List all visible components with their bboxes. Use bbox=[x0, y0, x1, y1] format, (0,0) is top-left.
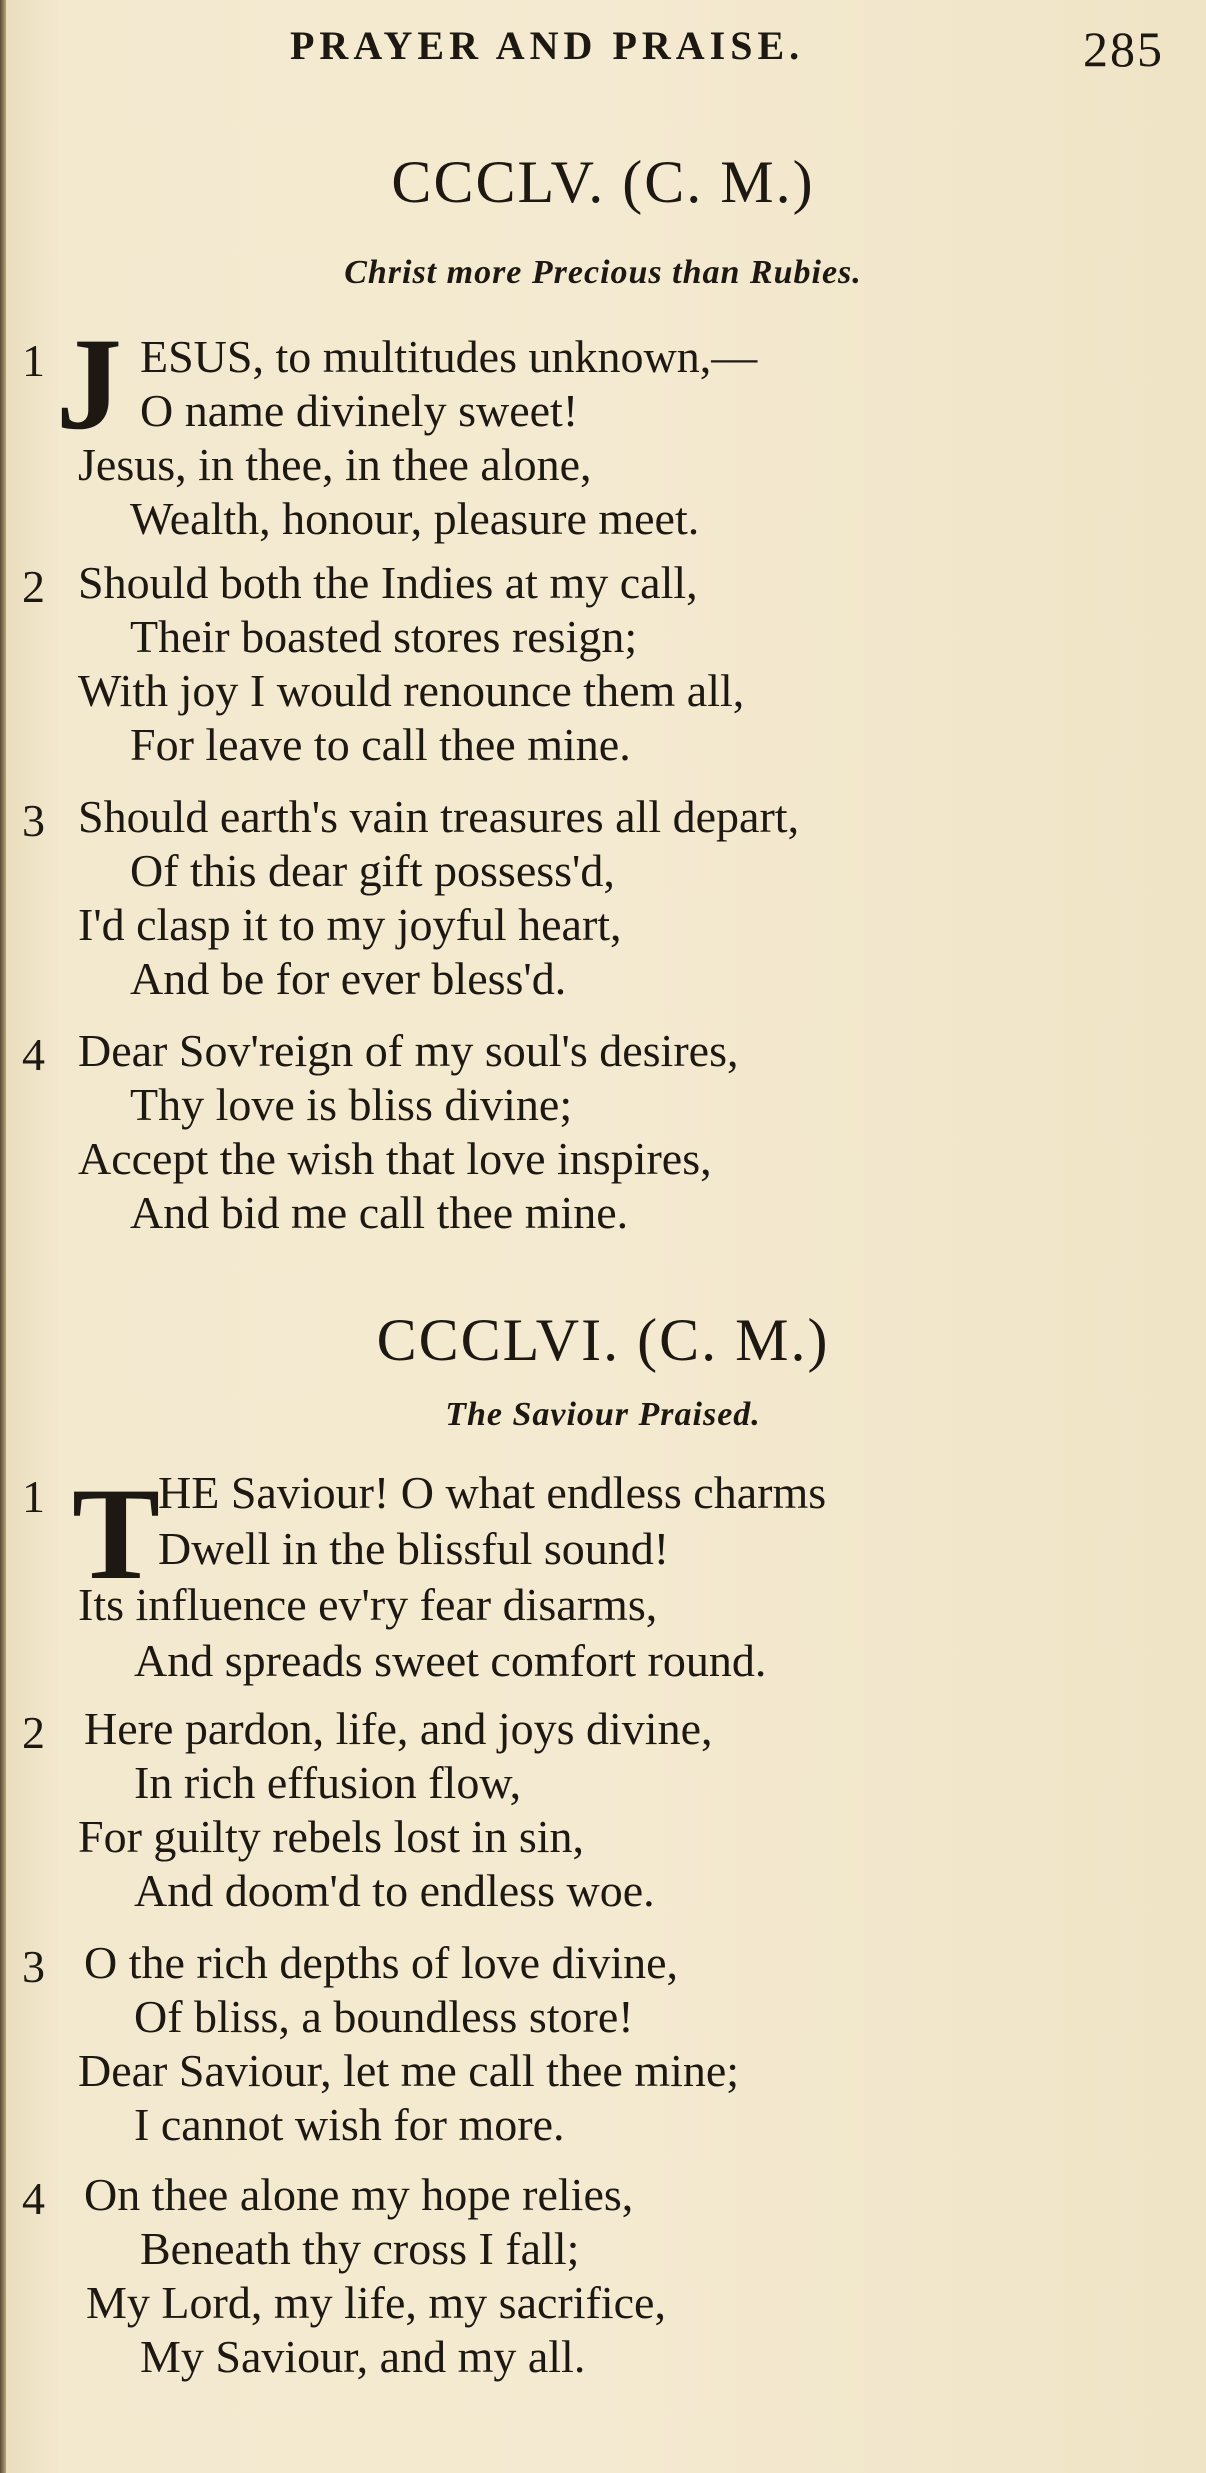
running-head: PRAYER AND PRAISE. bbox=[290, 23, 805, 68]
verse-line: O the rich depths of love divine, bbox=[84, 1937, 679, 1988]
verse-line: Their boasted stores resign; bbox=[130, 611, 638, 662]
verse-line: And be for ever bless'd. bbox=[130, 953, 567, 1004]
drop-cap: J bbox=[56, 310, 122, 457]
hymn-title: CCCLV. (C. M.) bbox=[391, 149, 815, 215]
verse-line: Beneath thy cross I fall; bbox=[140, 2223, 580, 2274]
hymn-title: CCCLVI. (C. M.) bbox=[376, 1307, 830, 1373]
hymn-subtitle: The Saviour Praised. bbox=[445, 1396, 761, 1433]
verse-line: I'd clasp it to my joyful heart, bbox=[78, 899, 622, 950]
verse-number: 2 bbox=[22, 1707, 45, 1758]
verse-number: 1 bbox=[22, 1471, 45, 1522]
verse-number: 4 bbox=[22, 1029, 45, 1080]
verse-line: Of this dear gift possess'd, bbox=[130, 845, 615, 896]
verse-number: 4 bbox=[22, 2173, 45, 2224]
verse-line: HE Saviour! O what endless charms bbox=[158, 1467, 827, 1518]
drop-cap: T bbox=[72, 1460, 161, 1607]
verse-line: On thee alone my hope relies, bbox=[84, 2169, 634, 2220]
verse-line: I cannot wish for more. bbox=[134, 2099, 565, 2150]
verse-line: Of bliss, a boundless store! bbox=[134, 1991, 634, 2042]
verse-line: With joy I would renounce them all, bbox=[78, 665, 745, 716]
hymn-subtitle: Christ more Precious than Rubies. bbox=[344, 254, 862, 291]
verse-number: 2 bbox=[22, 561, 45, 612]
verse-number: 3 bbox=[22, 795, 45, 846]
verse-line: For guilty rebels lost in sin, bbox=[78, 1811, 584, 1862]
verse-line: ESUS, to multitudes unknown,— bbox=[140, 331, 758, 382]
verse-line: Dear Sov'reign of my soul's desires, bbox=[78, 1025, 739, 1076]
verse-line: Thy love is bliss divine; bbox=[130, 1079, 573, 1130]
verse-number: 1 bbox=[22, 335, 45, 386]
verse-line: Here pardon, life, and joys divine, bbox=[84, 1703, 713, 1754]
verse-line: Its influence ev'ry fear disarms, bbox=[78, 1579, 658, 1630]
verse-line: Accept the wish that love inspires, bbox=[78, 1133, 712, 1184]
verse-line: My Lord, my life, my sacrifice, bbox=[86, 2277, 666, 2328]
verse-line: For leave to call thee mine. bbox=[130, 719, 631, 770]
verse-line: And doom'd to endless woe. bbox=[134, 1865, 655, 1916]
page-spine-edge bbox=[0, 0, 6, 2473]
verse-line: And spreads sweet comfort round. bbox=[134, 1635, 767, 1686]
verse-line: And bid me call thee mine. bbox=[130, 1187, 629, 1238]
verse-line: In rich effusion flow, bbox=[134, 1757, 522, 1808]
page-number: 285 bbox=[1083, 21, 1164, 77]
verse-line: O name divinely sweet! bbox=[140, 385, 579, 436]
verse-line: Dear Saviour, let me call thee mine; bbox=[78, 2045, 740, 2096]
verse-line: Jesus, in thee, in thee alone, bbox=[78, 439, 592, 490]
verse-line: My Saviour, and my all. bbox=[140, 2331, 586, 2382]
verse-line: Wealth, honour, pleasure meet. bbox=[130, 493, 700, 544]
verse-line: Should both the Indies at my call, bbox=[78, 557, 698, 608]
verse-number: 3 bbox=[22, 1941, 45, 1992]
verse-line: Dwell in the blissful sound! bbox=[158, 1523, 670, 1574]
verse-line: Should earth's vain treasures all depart, bbox=[78, 791, 800, 842]
